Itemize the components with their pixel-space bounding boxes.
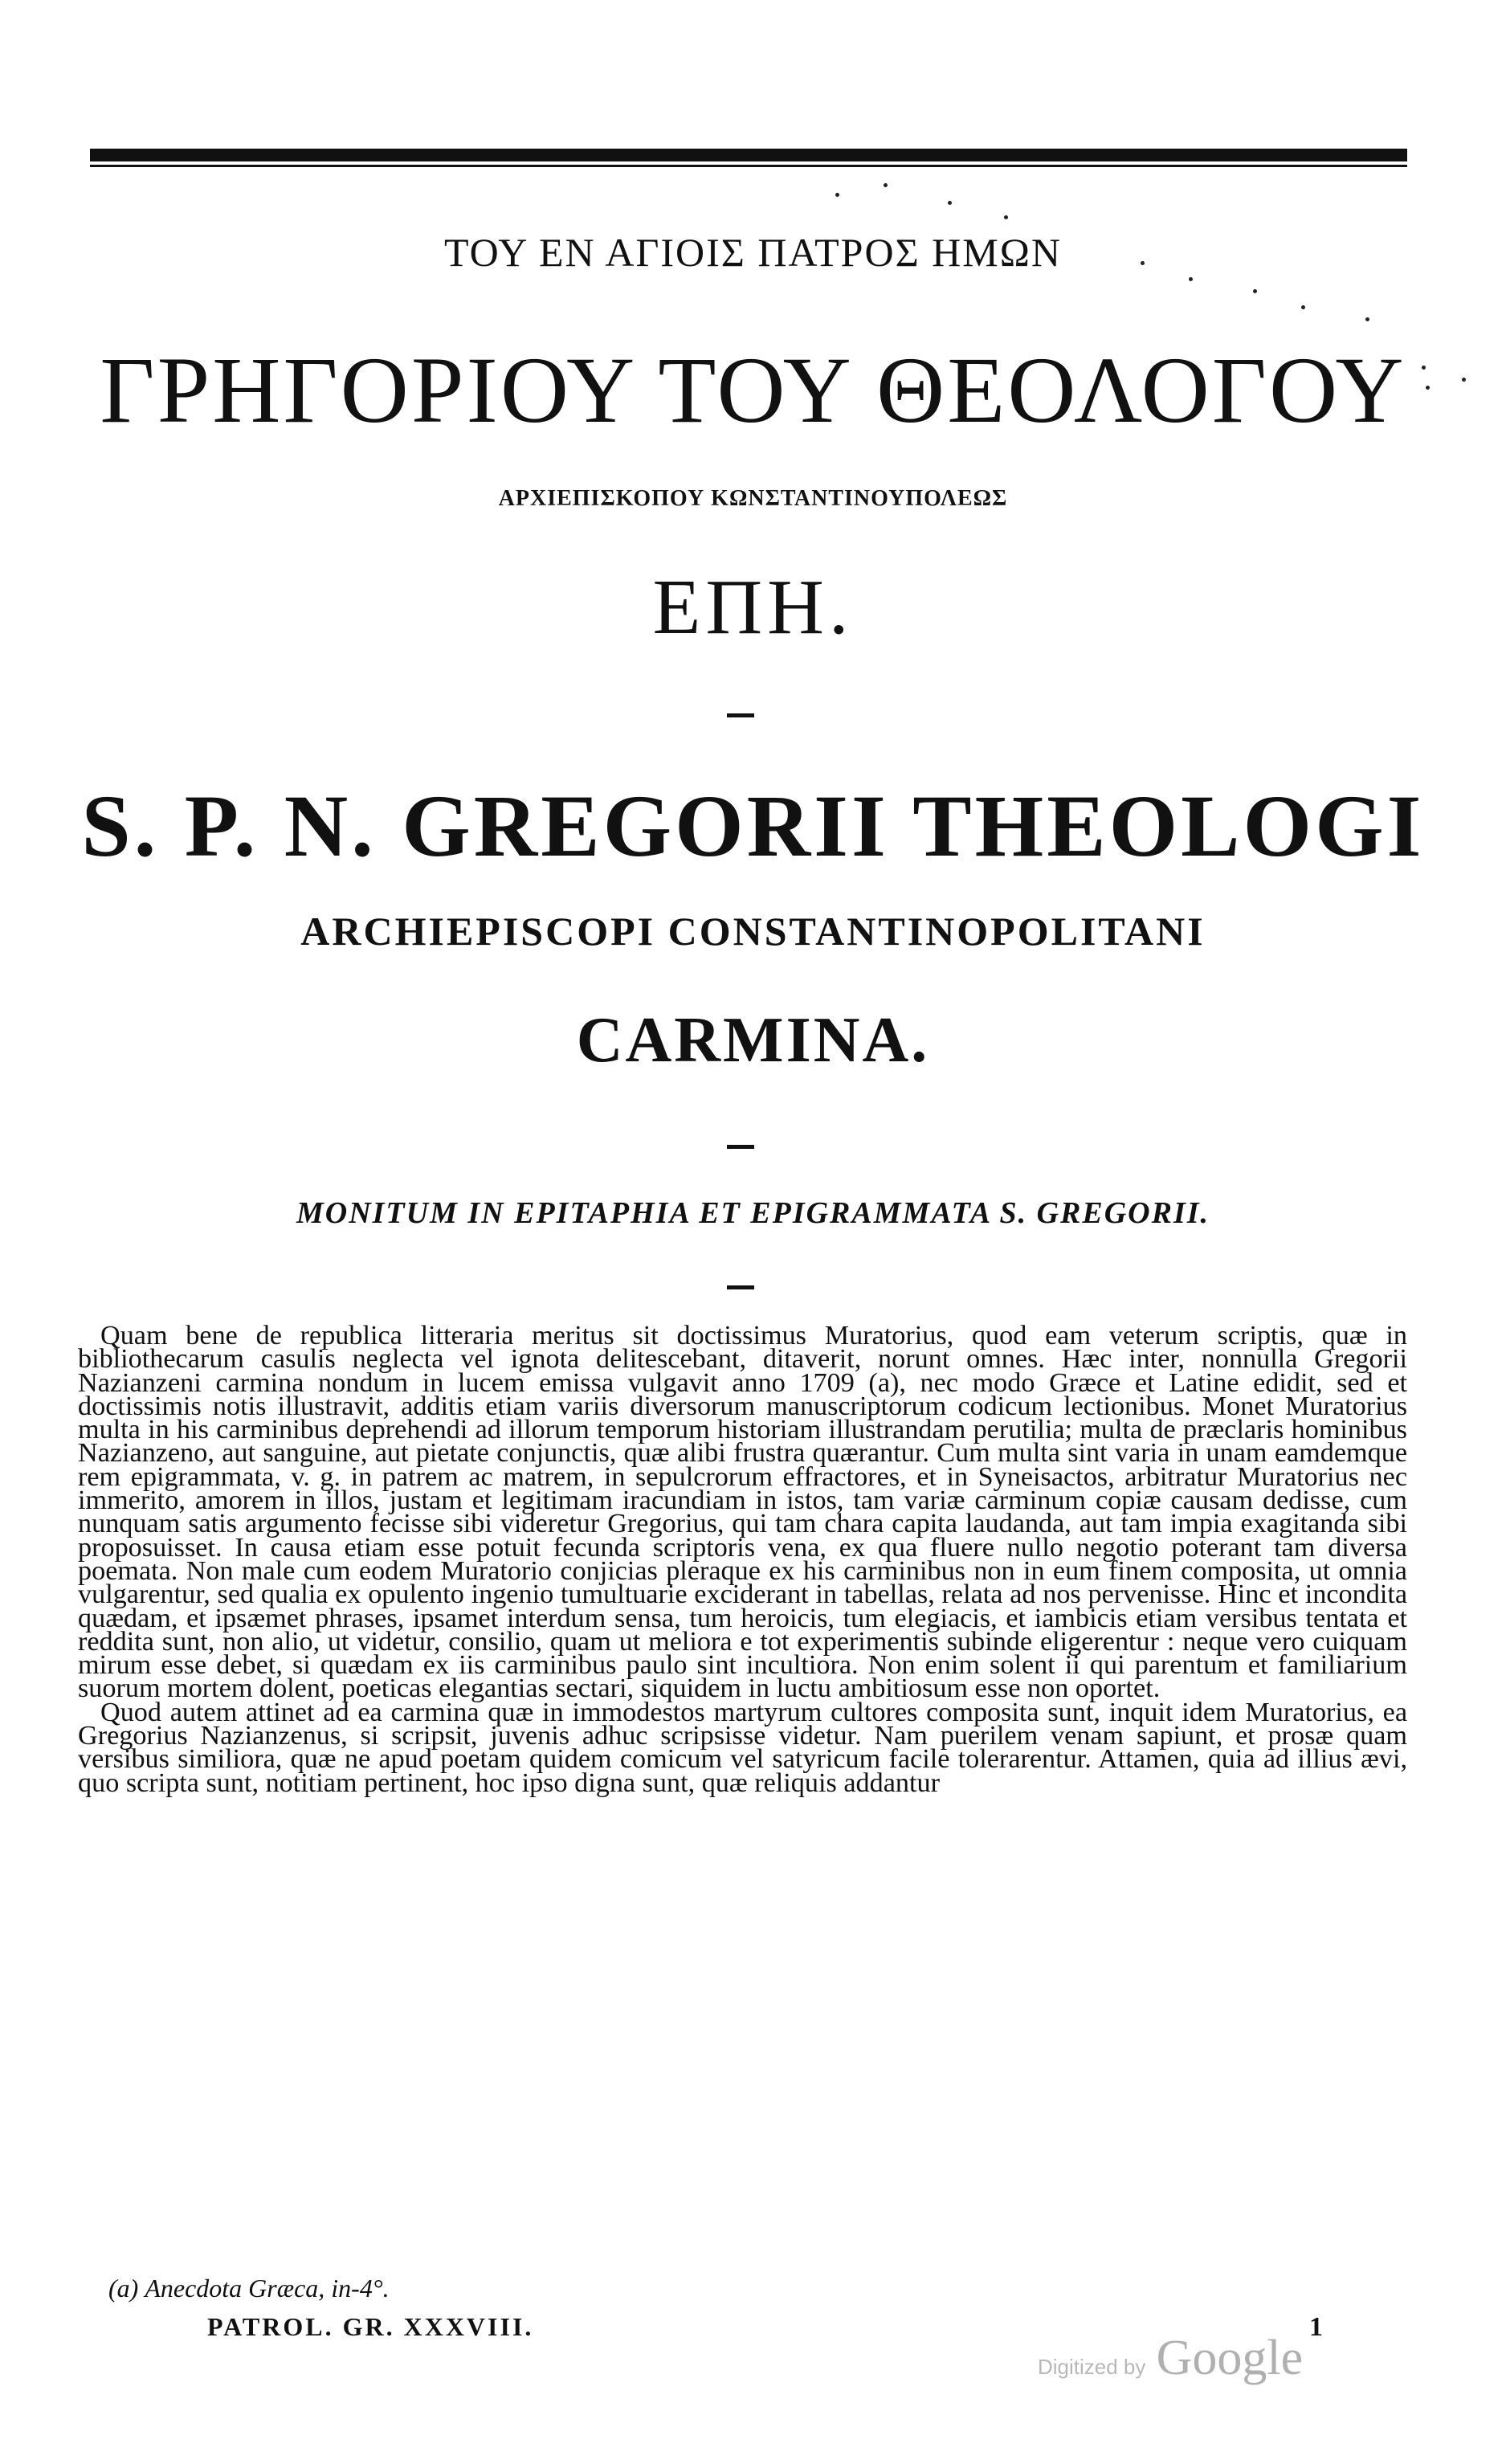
google-logo: Google: [1156, 2331, 1304, 2385]
footnote-text: Anecdota Græca, in-4°.: [145, 2274, 390, 2303]
print-speck: [1301, 305, 1305, 309]
latin-title: S. P. N. GREGORII THEOLOGI: [81, 777, 1425, 875]
footnote-mark: (a): [108, 2274, 139, 2303]
greek-heading-line: ΤΟΥ ΕΝ ΑΓΙΟΙΣ ΠΑΤΡΟΣ ΗΜΩΝ: [443, 230, 1063, 275]
print-speck: [948, 201, 952, 205]
latin-subtitle: ARCHIEPISCOPI CONSTANTINOPOLITANI: [300, 909, 1206, 954]
monitum-heading: MONITUM IN EPITAPHIA ET EPIGRAMMATA S. GREGORII.: [296, 1196, 1210, 1230]
print-speck: [1253, 289, 1257, 293]
separator-dash: [727, 1145, 754, 1149]
greek-epe-heading: ΕΠΗ.: [652, 564, 854, 651]
print-speck: [835, 193, 839, 197]
print-speck: [1189, 277, 1193, 281]
body-text: [78, 1321, 1407, 1798]
print-speck: [1004, 215, 1008, 219]
digitized-watermark: [1038, 2330, 1303, 2387]
greek-title: ΓΡΗΓΟΡΙΟΥ ΤΟΥ ΘΕΟΛΟΓΟΥ: [100, 337, 1406, 443]
footnote: [108, 2274, 390, 2303]
print-speck: [884, 183, 888, 187]
print-speck: [1365, 317, 1369, 321]
separator-dash: [727, 713, 754, 717]
collection-signature: PATROL. GR. XXXVIII.: [207, 2312, 534, 2341]
paragraph: Quam bene de republica litteraria meritus sit doctissimus Muratorius, quod eam veterum scriptis, quæ in bibliothecarum casulis neglecta vel ignota delitescebant, ditaverit, norunt omnes. Hæc inter, nonnulla Gregorii Nazianzeni carmina nondum in lucem emissa vulgavit anno 1709 (a), nec modo Græce et Latine edidit, sed et doctissimis notis illustravit, additis etiam variis diversorum manuscriptorum codicum lectionibus. Monet Muratorius multa in his carminibus deprehendi ad illorum temporum historiam illustrandam perutilia; multa de præclaris hominibus Nazianzeno, aut sanguine, aut pietate conjunctis, quæ alibi frustra quærantur. Cum multa sint varia in unam eamdemque rem epigrammata, v. g. in patrem ac matrem, in sepulcrorum effractores, et in Syneisactos, arbitratur Muratorius nec immerito, amorem in illos, justam et legitimam iracundiam in istos, tam variæ carminum copiæ causam dedisse, cum nunquam satis argumento fecisse sibi videretur Gregorius, qui tam chara capita laudanda, aut tam impia exagitanda sibi proposuisset. In causa etiam esse potuit fecunda scriptoris vena, ex qua fluere nullo negotio poterant tam diversa poemata. Non male cum eodem Muratorio conjicias pleraque ex his carminibus non in eum finem composita, ut omnia vulgarentur, sed qualia ex opulento ingenio tumultuarie exciderant in tabellas, relata ad nos pervenisse. Hinc et incondita quædam, et ipsæmet phrases, ipsamet interdum sensa, tum heroicis, tum elegiacis, et iambicis etiam versibus tentata et reddita sunt, non alio, ut videtur, consilio, quam ut meliora e tot experimentis subinde eligerentur : neque vero cuiquam mirum esse debet, si quædam ex iis carminibus paulo sint incultiora. Non enim solent ii qui parentum et familiarium suorum mortem dolent, poeticas elegantias sectari, siquidem in luctu ambitiosum esse non oportet.: [78, 1321, 1407, 1704]
digitized-prefix: Digitized by: [1038, 2355, 1146, 2379]
greek-subtitle: ΑΡΧΙΕΠΙΣΚΟΠΟΥ ΚΩΝΣΤΑΝΤΙΝΟΥΠΟΛΕΩΣ: [498, 486, 1008, 511]
carmina-heading: CARMINA.: [576, 1005, 930, 1076]
paragraph: Quod autem attinet ad ea carmina quæ in immodestos martyrum cultores composita sunt, inquit idem Muratorius, ea Gregorius Nazianzenus, si scripsit, juvenis adhuc scripsisse videtur. Nam puerilem venam sapiunt, et prosæ quam versibus similiora, quæ ne apud poetam quidem comicum vel satyricum facile tolerarentur. Attamen, quia ad illius ævi, quo scripta sunt, notitiam pertinent, hoc ipso digna sunt, quæ reliquis addantur: [78, 1697, 1407, 1798]
separator-dash: [727, 1285, 754, 1289]
sheet-signature: 1: [1309, 2312, 1323, 2342]
top-rule: [90, 149, 1407, 161]
